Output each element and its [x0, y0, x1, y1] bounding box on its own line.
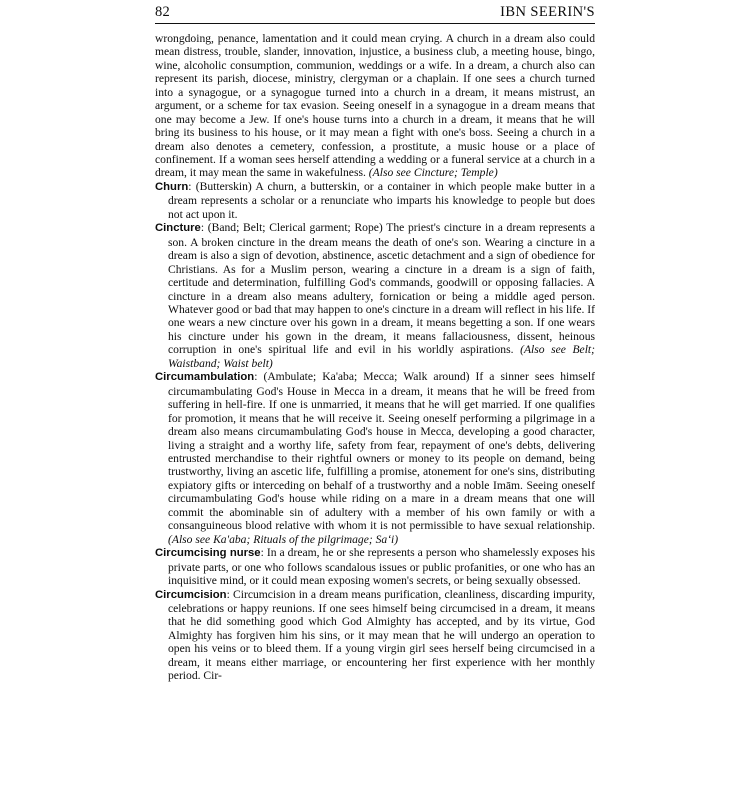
- running-header: [155, 5, 595, 21]
- header-rule: [155, 23, 595, 24]
- entry-headword: Churn: [155, 180, 189, 193]
- dictionary-entry: [155, 180, 595, 221]
- dictionary-entry: [155, 221, 595, 370]
- continued-paragraph-text: wrongdoing, penance, lamentation and it could mean crying. A church in a dream also could mean distress, trouble, slander, innovation, injustice, a business club, a meeting house, bingo, wine, alcoholic consumption, communion, weddings or a wife. In a dream, a church also can represent its parish, diocese, ministry, clergyman or a chaplain. If one sees a church turned into a synagogue, or a synagogue turned into a church in a dream, it means mistrust, an argument, or a scheme for tax evasion. Seeing oneself in a synagogue in a dream means that one may become a Jew. If one's house turns into a church in a dream, it means that he will bring its business to his house, or it may mean a fight with one's boss. Seeing a church in a dream also denotes a cemetery, confession, a prostitute, a music house or a place of confinement. If a woman sees herself attending a wedding or a funeral service at a church in a dream, it may mean the same in wakefulness.: [155, 31, 595, 180]
- cross-reference: (Also see Cincture; Temple): [368, 166, 498, 180]
- body-text-column: [155, 32, 595, 683]
- entry-headword: Cincture: [155, 222, 201, 235]
- entry-text: Circumcision in a dream means purification, cleanliness, discarding impurity, celebrations or happy reunions. If one sees himself being circumcised in a dream, it means that he did something good which God Almighty has accepted, and by its virtue, God Almighty has forgiven him his sins, or it may mean that he will undergo an operation to open his veins or to bleed them. If a young virgin girl sees herself being circumcised in a dream, it means either marriage, or encountering her first experience with her monthly period. Cir-: [168, 587, 595, 683]
- entry-cross-reference: (Also see Belt; Waistband; Waist belt): [168, 343, 595, 370]
- entry-separator: :: [254, 370, 264, 384]
- entry-text: (Ambulate; Ka'aba; Mecca; Walk around) If a sinner sees himself circumambulating God's House in Mecca in a dream, it means that he will be freed from suffering in hell-fire. If one is unmarried, it means that he will get married. If one qualifies for promotion, it means that he will receive it. Seeing oneself performing a pilgrimage in a dream also means circumambulating God's house in Mecca, developing a good character, living a straight and a worthy life, safety from fear, repayment of one's debts, delivering entrusted merchandise to their rightful owners or money to its people on demand, being trustworthy, living an ascetic life, fulfilling a promise, atonement for one's sins, distributing expiatory gifts or interceding on behalf of a trustworthy and a noble Imām. Seeing oneself circumambulating God's house while riding on a mare in a dream means that one will commit the abominable sin of adultery with a member of his own family or with a consanguineous blood relative with whom it is not permissible to have sexual relationship.: [168, 370, 595, 533]
- dictionary-entry: [155, 370, 595, 546]
- entry-separator: :: [188, 179, 196, 193]
- dictionary-entry: [155, 588, 595, 683]
- entry-text: In a dream, he or she represents a person who shamelessly exposes his private parts, or one who follows scandalous issues or public profanities, or one who has an inquisitive mind, or it could mean exposing women's secrets, or being sexually obsessed.: [168, 546, 596, 588]
- entry-separator: :: [226, 587, 234, 601]
- book-title: IBN SEERIN'S: [500, 4, 595, 20]
- dictionary-entry: [155, 546, 595, 587]
- entry-separator: :: [200, 221, 208, 235]
- entry-text: (Butterskin) A churn, a butterskin, or a container in which people make butter in a dream represents a scholar or a renunciate who imparts his knowledge to people but does not act upon it.: [168, 179, 595, 221]
- entry-headword: Circumambulation: [155, 371, 255, 384]
- entry-cross-reference: (Also see Ka'aba; Rituals of the pilgrimage; Saʻi): [168, 532, 399, 546]
- continued-paragraph: [155, 32, 595, 180]
- entry-text: (Band; Belt; Clerical garment; Rope) The priest's cincture in a dream represents a son. A broken cincture in the dream means the death of one's son. Wearing a cincture in a dream is also a sign of devotion, abstinence, ascetic detachment and a sign of obedience for Christians. As for a Muslim person, wearing a cincture in a dream is a sign of faith, certitude and determination, fulfilling God's commands, goodwill or opposing fallacies. A cincture in a dream also means adultery, fornication or being a middle aged person. Whatever good or bad that may happen to one's cincture in a dream will reflect in his life. If one wears a new cincture over his gown in a dream, it means begetting a son. If one wears his cincture under his gown in the dream, it means fallaciousness, dissent, heinous corruption in one's spiritual life and evil in his worldly aspirations.: [168, 221, 595, 357]
- entry-headword: Circumcising nurse: [155, 547, 261, 560]
- page-content: [155, 5, 595, 683]
- entry-headword: Circumcision: [155, 588, 227, 601]
- entry-separator: :: [260, 546, 267, 560]
- page-number: 82: [155, 4, 170, 20]
